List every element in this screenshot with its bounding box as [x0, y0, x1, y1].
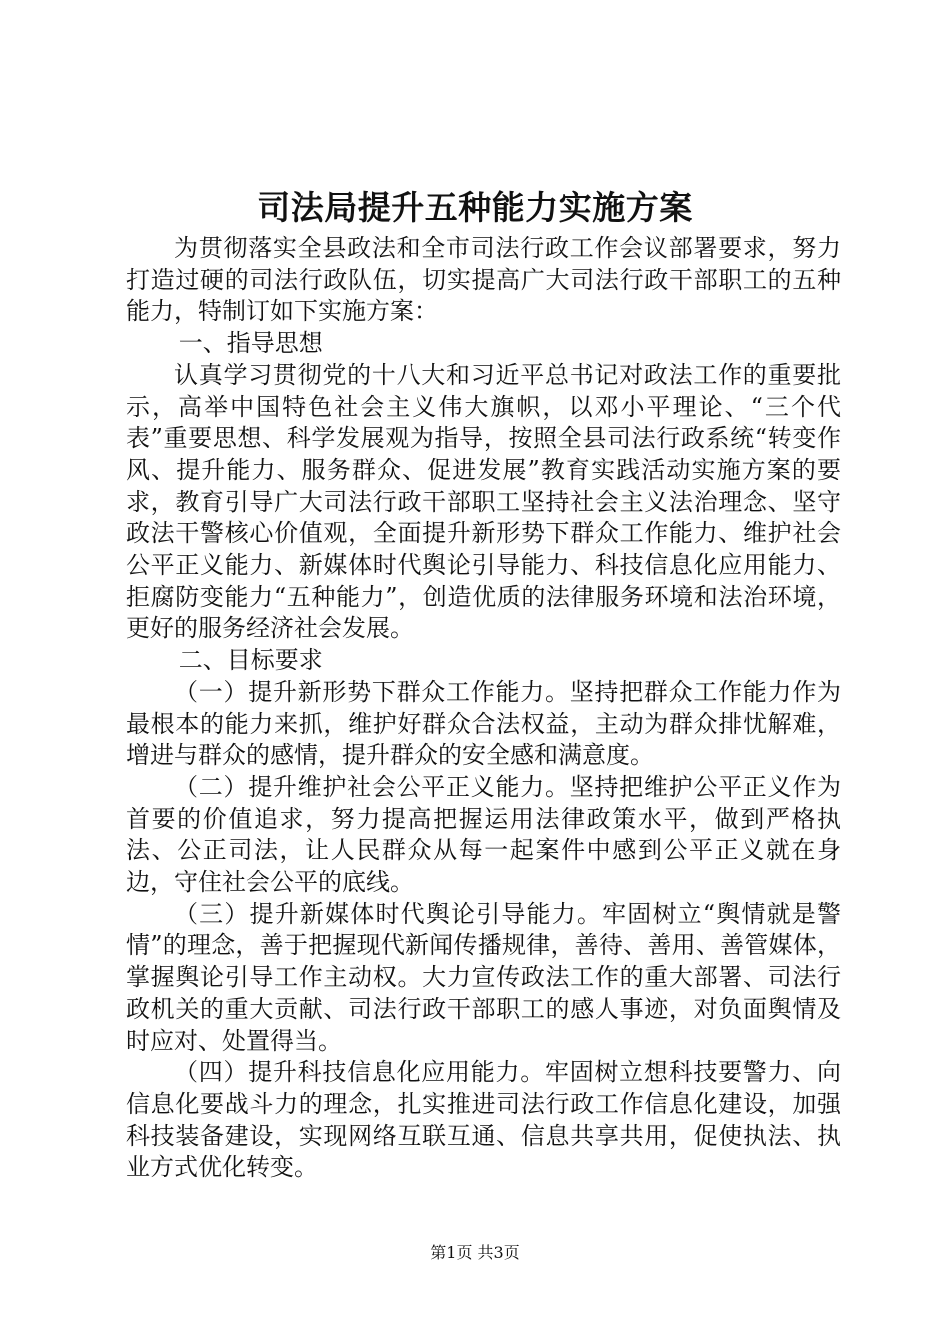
page-footer: 第1页 共3页: [430, 1243, 520, 1262]
objective-item-1: （一）提升新形势下群众工作能力。坚持把群众工作能力作为最根本的能力来抓，维护好群众合法权益，主动为群众排忧解难，增进与群众的感情，提升群众的安全感和满意度。: [126, 677, 841, 770]
objective-item-4: （四）提升科技信息化应用能力。牢固树立想科技要警力、向信息化要战斗力的理念，扎实推进司法行政工作信息化建设，加强科技装备建设，实现网络互联互通、信息共享共用，促使执法、执业方式优化转变。: [126, 1058, 841, 1182]
objective-item-3: （三）提升新媒体时代舆论引导能力。牢固树立“舆情就是警情”的理念，善于把握现代新闻传播规律，善待、善用、善管媒体，掌握舆论引导工作主动权。大力宣传政法工作的重大部署、司法行政机关的重大贡献、司法行政干部职工的感人事迹，对负面舆情及时应对、处置得当。: [126, 899, 841, 1055]
section-heading-objectives: 二、目标要求: [178, 646, 323, 675]
intro-paragraph: 为贯彻落实全县政法和全市司法行政工作会议部署要求，努力打造过硬的司法行政队伍，切实提高广大司法行政干部职工的五种能力，特制订如下实施方案：: [126, 234, 841, 326]
guiding-ideology-paragraph: 认真学习贯彻党的十八大和习近平总书记对政法工作的重要批示，高举中国特色社会主义伟大旗帜，以邓小平理论、“三个代表”重要思想、科学发展观为指导，按照全县司法行政系统“转变作风、提升能力、服务群众、促进发展”教育实践活动实施方案的要求，教育引导广大司法行政干部职工坚持社会主义法治理念、坚守政法干警核心价值观，全面提升新形势下群众工作能力、维护社会公平正义能力、新媒体时代舆论引导能力、科技信息化应用能力、拒腐防变能力“五种能力”，创造优质的法律服务环境和法治环境，更好的服务经济社会发展。: [126, 360, 841, 643]
objective-item-2: （二）提升维护社会公平正义能力。坚持把维护公平正义作为首要的价值追求，努力提高把握运用法律政策水平，做到严格执法、公正司法，让人民群众从每一起案件中感到公平正义就在身边，守住社会公平的底线。: [126, 772, 841, 897]
document-body: [126, 233, 841, 1184]
section-heading-guiding-ideology: 一、指导思想: [178, 329, 323, 358]
document-title: 司法局提升五种能力实施方案: [257, 188, 693, 227]
